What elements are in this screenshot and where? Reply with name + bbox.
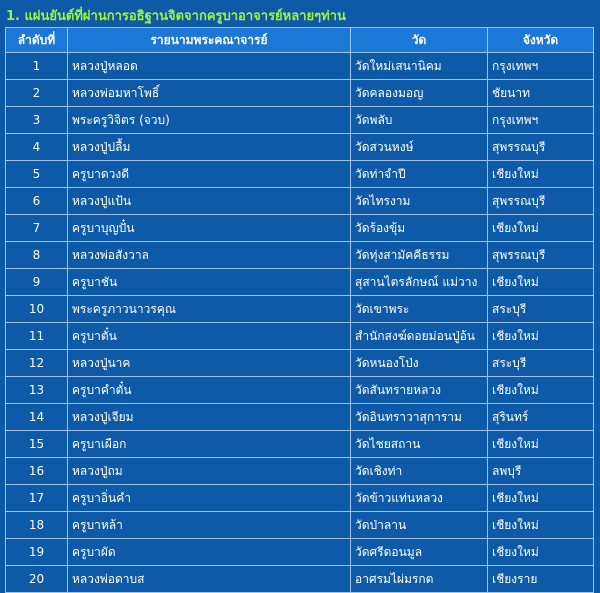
- cell-temple: วัดสันทรายหลวง: [351, 377, 488, 404]
- cell-order: 9: [6, 269, 68, 296]
- cell-order: 8: [6, 242, 68, 269]
- cell-teacher-name: ครูบาผัด: [68, 539, 351, 566]
- cell-temple: วัดพลับ: [351, 107, 488, 134]
- cell-teacher-name: หลวงพ่อมหาโพธิ์: [68, 80, 351, 107]
- cell-order: 15: [6, 431, 68, 458]
- cell-teacher-name: ครูบาอิ่นคำ: [68, 485, 351, 512]
- cell-province: ลพบุรี: [488, 458, 594, 485]
- cell-temple: วัดอินทราวาสุการาม: [351, 404, 488, 431]
- cell-province: กรุงเทพฯ: [488, 53, 594, 80]
- cell-teacher-name: ครูบาบุญปั๋น: [68, 215, 351, 242]
- cell-teacher-name: พระครูภาวนาวรคุณ: [68, 296, 351, 323]
- table-row: [6, 215, 594, 242]
- table-row: [6, 80, 594, 107]
- cell-temple: วัดใหม่เสนานิคม: [351, 53, 488, 80]
- cell-order: 12: [6, 350, 68, 377]
- cell-order: 5: [6, 161, 68, 188]
- table-row: [6, 107, 594, 134]
- cell-province: เชียงใหม่: [488, 512, 594, 539]
- cell-order: 20: [6, 566, 68, 593]
- cell-province: เชียงราย: [488, 566, 594, 593]
- cell-order: 17: [6, 485, 68, 512]
- column-header-province: จังหวัด: [488, 28, 594, 53]
- cell-temple: วัดป่าลาน: [351, 512, 488, 539]
- page-title: 1. แผ่นยันต์ที่ผ่านการอธิฐานจิตจากครูบาอาจารย์หลายๆท่าน: [6, 9, 346, 24]
- cell-province: กรุงเทพฯ: [488, 107, 594, 134]
- cell-province: เชียงใหม่: [488, 431, 594, 458]
- table-row: [6, 323, 594, 350]
- cell-order: 7: [6, 215, 68, 242]
- table-row: [6, 377, 594, 404]
- table-row: [6, 539, 594, 566]
- cell-temple: วัดท่าจำปี: [351, 161, 488, 188]
- cell-temple: วัดข้าวแท่นหลวง: [351, 485, 488, 512]
- cell-province: สุพรรณบุรี: [488, 134, 594, 161]
- cell-teacher-name: ครูบาตั๋น: [68, 323, 351, 350]
- cell-province: ชัยนาท: [488, 80, 594, 107]
- cell-teacher-name: หลวงปู่แป้น: [68, 188, 351, 215]
- cell-province: เชียงใหม่: [488, 269, 594, 296]
- cell-province: สระบุรี: [488, 296, 594, 323]
- column-header-order: ลำดับที่: [6, 28, 68, 53]
- cell-teacher-name: ครูบาคำตั๋น: [68, 377, 351, 404]
- cell-order: 18: [6, 512, 68, 539]
- cell-temple: สำนักสงฆ์ดอยม่อนปู่อ้น: [351, 323, 488, 350]
- table-row: [6, 134, 594, 161]
- cell-order: 11: [6, 323, 68, 350]
- cell-temple: วัดเชิงท่า: [351, 458, 488, 485]
- table-row: [6, 350, 594, 377]
- table-row: [6, 512, 594, 539]
- table-body: [6, 53, 594, 593]
- cell-temple: วัดไชยสถาน: [351, 431, 488, 458]
- cell-order: 6: [6, 188, 68, 215]
- table-row: [6, 242, 594, 269]
- cell-temple: วัดคลองมอญ: [351, 80, 488, 107]
- cell-order: 13: [6, 377, 68, 404]
- cell-province: เชียงใหม่: [488, 377, 594, 404]
- cell-teacher-name: ครูบาหล้า: [68, 512, 351, 539]
- cell-order: 19: [6, 539, 68, 566]
- cell-temple: สุสานไตรลักษณ์ แม่วาง: [351, 269, 488, 296]
- cell-temple: วัดศรีดอนมูล: [351, 539, 488, 566]
- cell-teacher-name: ครูบาเผือก: [68, 431, 351, 458]
- cell-temple: วัดไทรงาม: [351, 188, 488, 215]
- cell-temple: วัดเขาพระ: [351, 296, 488, 323]
- cell-province: เชียงใหม่: [488, 323, 594, 350]
- table-row: [6, 458, 594, 485]
- cell-order: 16: [6, 458, 68, 485]
- cell-teacher-name: พระครูวิจิตร (จวบ): [68, 107, 351, 134]
- table-row: [6, 485, 594, 512]
- cell-temple: อาศรมไผ่มรกต: [351, 566, 488, 593]
- cell-temple: วัดร้องขุ้ม: [351, 215, 488, 242]
- cell-order: 2: [6, 80, 68, 107]
- table-row: [6, 161, 594, 188]
- table-row: [6, 296, 594, 323]
- cell-teacher-name: หลวงปู่ถม: [68, 458, 351, 485]
- cell-province: เชียงใหม่: [488, 485, 594, 512]
- table-row: [6, 188, 594, 215]
- cell-province: สุพรรณบุรี: [488, 188, 594, 215]
- cell-temple: วัดทุ่งสามัคคีธรรม: [351, 242, 488, 269]
- cell-order: 10: [6, 296, 68, 323]
- table-row: [6, 566, 594, 593]
- cell-teacher-name: หลวงปู่นาค: [68, 350, 351, 377]
- column-header-temple: วัด: [351, 28, 488, 53]
- cell-teacher-name: หลวงพ่อสังวาล: [68, 242, 351, 269]
- table-header-row: [6, 28, 594, 53]
- cell-order: 3: [6, 107, 68, 134]
- cell-teacher-name: หลวงปู่ปลื้ม: [68, 134, 351, 161]
- cell-province: เชียงใหม่: [488, 539, 594, 566]
- cell-province: สุพรรณบุรี: [488, 242, 594, 269]
- column-header-teacher-name: รายนามพระคณาจารย์: [68, 28, 351, 53]
- table-row: [6, 269, 594, 296]
- cell-temple: วัดหนองโป่ง: [351, 350, 488, 377]
- cell-order: 14: [6, 404, 68, 431]
- cell-order: 1: [6, 53, 68, 80]
- cell-teacher-name: หลวงปู่เจียม: [68, 404, 351, 431]
- cell-province: สระบุรี: [488, 350, 594, 377]
- cell-province: เชียงใหม่: [488, 161, 594, 188]
- cell-province: เชียงใหม่: [488, 215, 594, 242]
- cell-temple: วัดสวนหงษ์: [351, 134, 488, 161]
- cell-teacher-name: ครูบาชัน: [68, 269, 351, 296]
- cell-teacher-name: ครูบาดวงดี: [68, 161, 351, 188]
- teachers-table: [5, 27, 594, 593]
- table-row: [6, 53, 594, 80]
- table-row: [6, 431, 594, 458]
- cell-order: 4: [6, 134, 68, 161]
- cell-teacher-name: หลวงพ่อดาบส: [68, 566, 351, 593]
- table-row: [6, 404, 594, 431]
- cell-province: สุรินทร์: [488, 404, 594, 431]
- cell-teacher-name: หลวงปู่หลอด: [68, 53, 351, 80]
